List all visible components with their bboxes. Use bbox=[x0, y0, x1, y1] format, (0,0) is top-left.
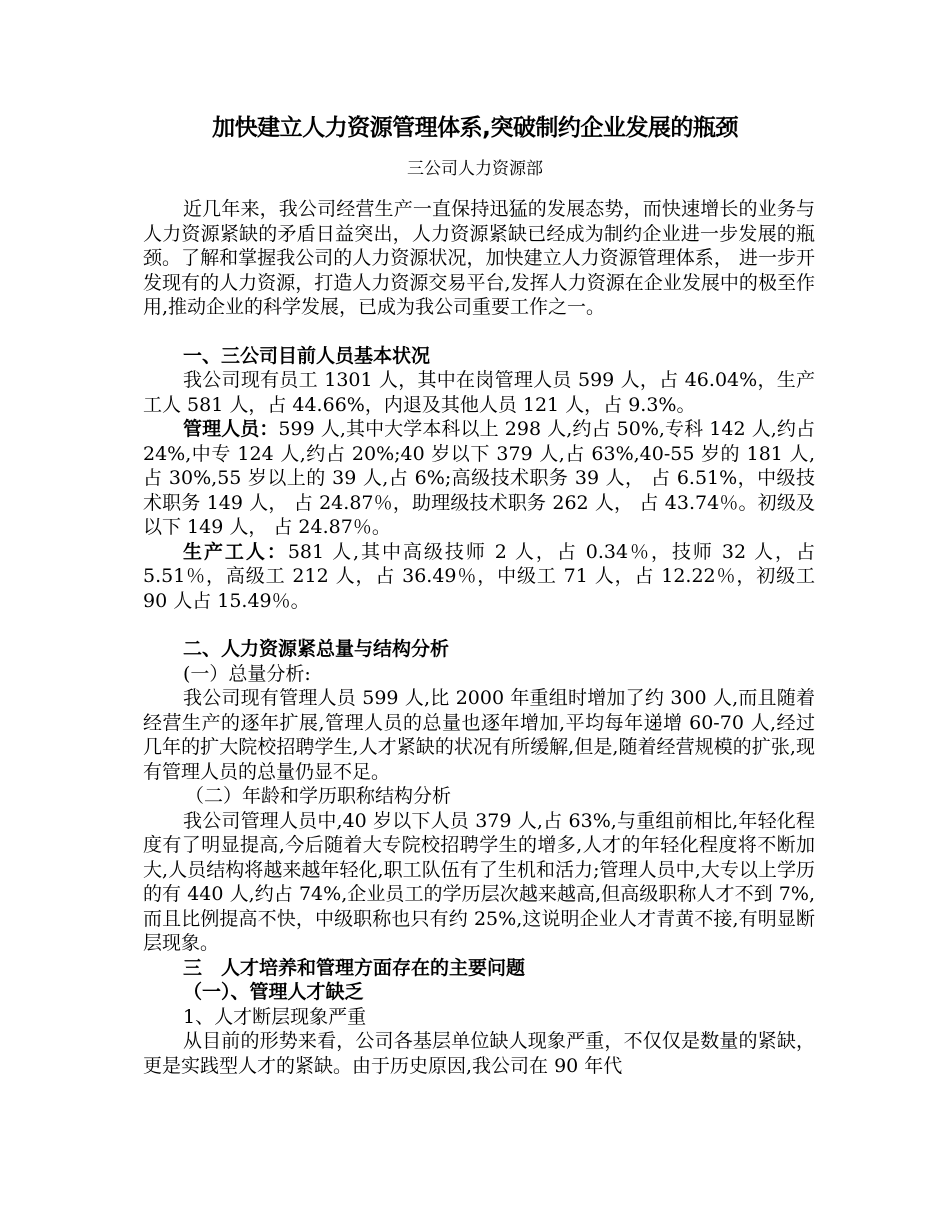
document-subtitle: 三公司人力资源部 bbox=[407, 159, 543, 179]
spacer bbox=[143, 613, 815, 637]
production-workers-label: 生产工人： bbox=[183, 540, 288, 563]
spacer bbox=[143, 320, 815, 344]
section-3-subheading-1: （一）、管理人才缺乏 bbox=[183, 981, 364, 1003]
section-2-subheading-2: （二）年龄和学历职称结构分析 bbox=[185, 785, 452, 807]
document-body bbox=[143, 197, 815, 1078]
section-3-item-1: 1、人才断层现象严重 bbox=[183, 1005, 367, 1028]
production-workers-paragraph bbox=[143, 540, 815, 614]
management-staff-text: 599 人,其中大学本科以上 298 人,约占 50%,专科 142 人,约占 24%,中专 124 人,约占 20%;40 岁以下 379 人,占 63%,40-55 岁的 181 人,占 30%,55 岁以上的 39 人,占 6%;高级技术职务 39 人， 占 6.51%，中级技术职务 149 人， 占 24.87％，助理级技术职务 262 人， 占 43.74％。初级及以下 149 人， 占 24.87％。 bbox=[143, 418, 815, 538]
section-1-paragraph: 我公司现有员工 1301 人，其中在岗管理人员 599 人，占 46.04%，生产工人 581 人，占 44.66%，内退及其他人员 121 人，占 9.3%。 bbox=[143, 369, 815, 416]
section-2-subheading-1: (一）总量分析: bbox=[183, 662, 311, 685]
section-3-paragraph-1: 从目前的形势来看，公司各基层单位缺人现象严重，不仅仅是数量的紧缺，更是实践型人才的紧缺。由于历史原因,我公司在 90 年代 bbox=[143, 1030, 815, 1077]
section-2-paragraph-2: 我公司管理人员中,40 岁以下人员 379 人,占 63%,与重组前相比,年轻化程度有了明显提高,今后随着大专院校招聘学生的增多,人才的年轻化程度将不断加大,人员结构将越来越年轻化,职工队伍有了生机和活力;管理人员中,大专以上学历的有 440 人,约占 74%,企业员工的学历层次越来越高,但高级职称人才不到 7%,而且比例提高不快，中级职称也只有约 25%,这说明企业人才青黄不接,有明显断层现象。 bbox=[143, 809, 815, 954]
section-2-heading: 二、人力资源紧总量与结构分析 bbox=[183, 638, 450, 660]
management-staff-label: 管理人员： bbox=[183, 418, 279, 440]
section-1-heading: 一、三公司目前人员基本状况 bbox=[183, 344, 431, 367]
section-3-heading: 三 人才培养和管理方面存在的主要问题 bbox=[183, 956, 526, 979]
production-workers-text: 581 人,其中高级技师 2 人，占 0.34％，技师 32 人，占 5.51％，高级工 212 人，占 36.49％，中级工 71 人，占 12.22％，初级工 90 人占 15.49％。 bbox=[143, 540, 815, 612]
document-title: 加快建立人力资源管理体系,突破制约企业发展的瓶颈 bbox=[212, 115, 738, 141]
intro-paragraph: 近几年来，我公司经营生产一直保持迅猛的发展态势，而快速增长的业务与人力资源紧缺的矛盾日益突出，人力资源紧缺已经成为制约企业进一步发展的瓶颈。了解和掌握我公司的人力资源状况，加快建立人力资源管理体系， 进一步开发现有的人力资源，打造人力资源交易平台,发挥人力资源在企业发展中的极至作用,推动企业的科学发展，已成为我公司重要工作之一。 bbox=[143, 198, 815, 318]
section-2-paragraph-1: 我公司现有管理人员 599 人,比 2000 年重组时增加了约 300 人,而且随着经营生产的逐年扩展,管理人员的总量也逐年增加,平均每年递增 60-70 人,经过几年的扩大院校招聘学生,人才紧缺的状况有所缓解,但是,随着经营规模的扩张,现有管理人员的总量仍显不足。 bbox=[143, 687, 815, 783]
management-staff-paragraph bbox=[143, 417, 815, 540]
